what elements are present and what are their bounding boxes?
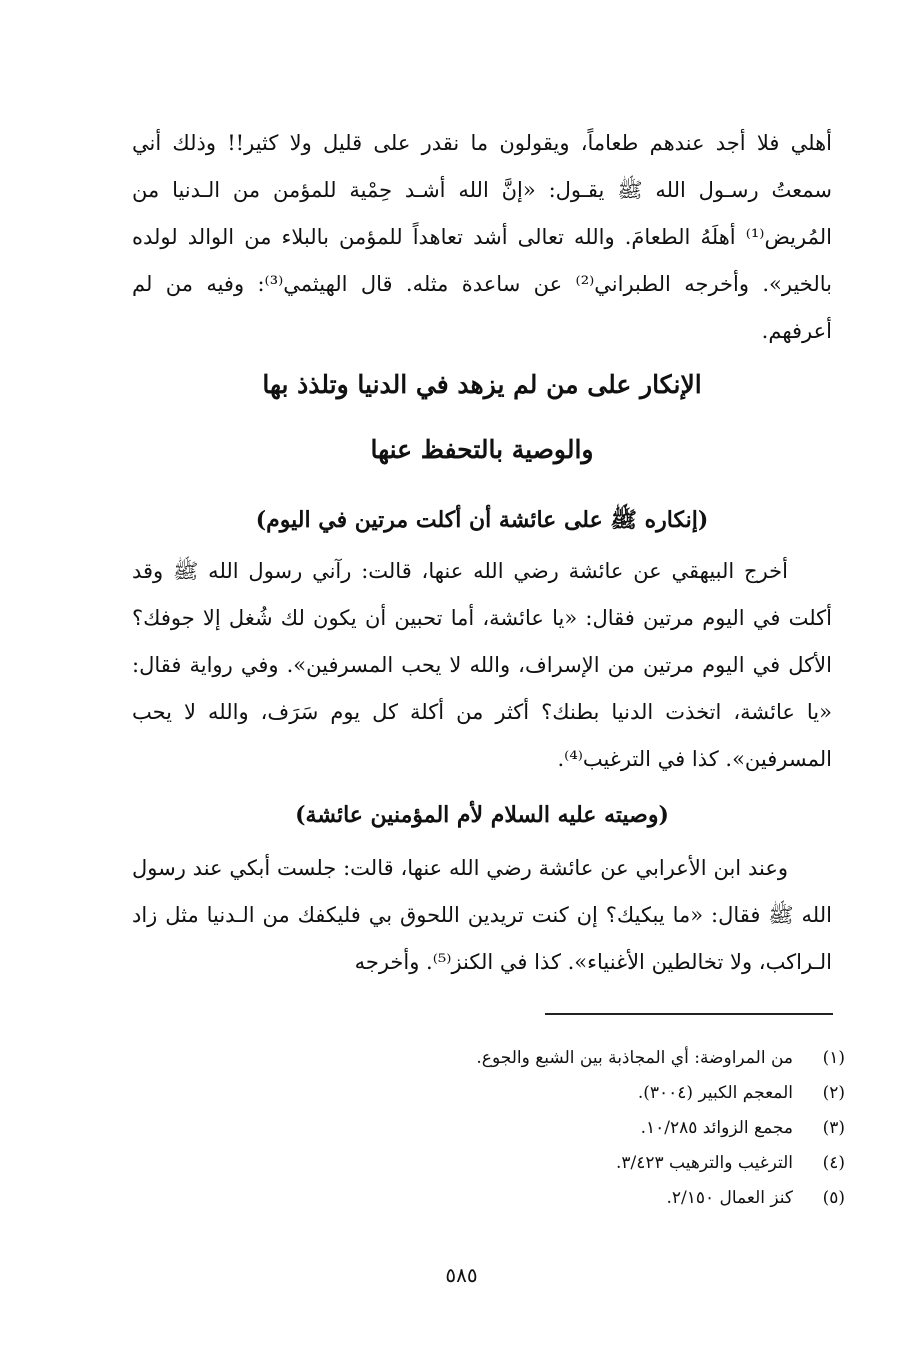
paragraph-2: أخرج البيهقي عن عائشة رضي الله عنها، قالت: رآني رسول الله ﷺ وقد أكلت في اليوم مرتين فقال: «يا عائشة، أما تحبين أن يكون لك شُغل إلا جوفك؟ الأكل في اليوم مرتين من الإسراف، والله لا يحب المسرفين». وفي رواية فقال: «يا عائشة، اتخذت الدنيا بطنك؟ أكثر من أكلة كل يوم سَرَف، والله لا يحب المسرفين». كذا في الترغيب⁽⁴⁾. (132, 559, 832, 771)
footnotes (300, 1048, 845, 1223)
paragraph-3: وعند ابن الأعرابي عن عائشة رضي الله عنها، قالت: جلست أبكي عند رسول الله ﷺ فقال: «ما يبكيك؟ إن كنت تريدين اللحوق بي فليكفك من الـدنيا مثل زاد الـراكب، ولا تخالطين الأغنياء». كذا في الكنز⁽⁵⁾. وأخرجه (132, 856, 832, 974)
footnote-text: الترغيب والترهيب ٣/٤٢٣. (615, 1153, 793, 1173)
footnote-text: كنز العمال ٢/١٥٠. (666, 1188, 793, 1208)
page-number: ٥٨٥ (445, 1263, 478, 1287)
footnote-number: (٢) (822, 1083, 845, 1103)
footnote-item (300, 1188, 845, 1223)
footnote-number: (٤) (822, 1153, 845, 1173)
subheading-2: (وصيته عليه السلام لأم المؤمنين عائشة) (295, 802, 669, 828)
footnote-text: المعجم الكبير (٣٠٠٤). (637, 1083, 793, 1103)
footnote-item (300, 1083, 845, 1118)
main-heading-line-1: الإنكار على من لم يزهد في الدنيا وتلذذ بها (262, 370, 702, 399)
footnote-separator (545, 1013, 833, 1015)
subheading-1: (إنكاره ﷺ على عائشة أن أكلت مرتين في اليوم) (255, 507, 709, 533)
footnote-text: من المراوضة: أي المجاذبة بين الشبع والجوع. (476, 1048, 793, 1068)
footnote-item (300, 1153, 845, 1188)
footnote-number: (٣) (822, 1118, 845, 1138)
footnote-item (300, 1118, 845, 1153)
footnote-number: (٥) (822, 1188, 845, 1208)
footnote-text: مجمع الزوائد ١٠/٢٨٥. (640, 1118, 793, 1138)
footnote-item (300, 1048, 845, 1083)
main-heading-line-2: والوصية بالتحفظ عنها (370, 435, 594, 464)
paragraph-1: أهلي فلا أجد عندهم طعاماً، ويقولون ما نقدر على قليل ولا كثير!! وذلك أني سمعتُ رسـول الله ﷺ يقـول: «إنَّ الله أشـد حِمْية للمؤمن من الـدنيا من المُريض⁽¹⁾ أهلَهُ الطعامَ. والله تعالى أشد تعاهداً للمؤمن بالبلاء من الوالد لولده بالخير». وأخرجه الطبراني⁽²⁾ عن ساعدة مثله. قال الهيثمي⁽³⁾: وفيه من لم أعرفهم. (132, 131, 832, 343)
footnote-number: (١) (822, 1048, 845, 1068)
